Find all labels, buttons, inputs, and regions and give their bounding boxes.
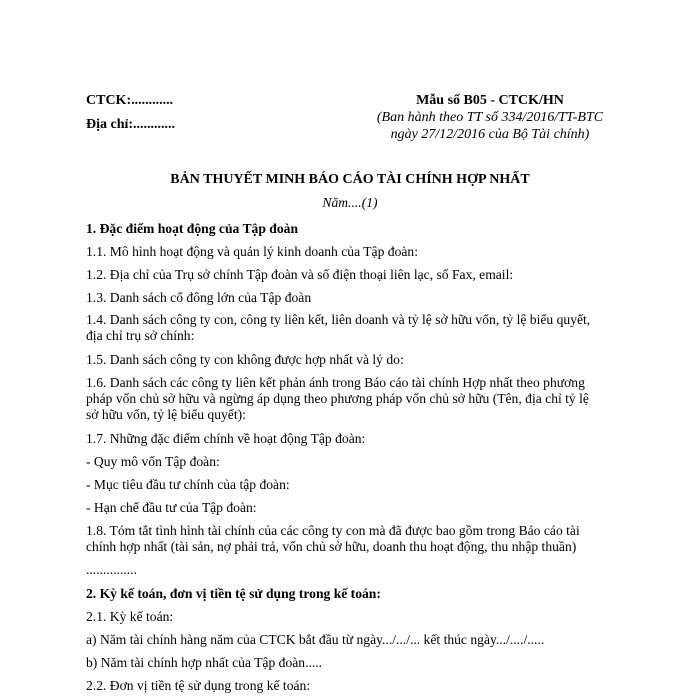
item-1-6-line-1: 1.6. Danh sách các công ty liên kết phản ánh trong Báo cáo tài chính Hợp nhất theo phương (86, 375, 585, 390)
item-1-7-a: - Quy mô vốn Tập đoàn: (86, 454, 220, 469)
item-1-1: 1.1. Mô hình hoạt động và quản lý kinh doanh của Tập đoàn: (86, 244, 418, 259)
issued-by-line-1: (Ban hành theo TT số 334/2016/TT-BTC (376, 110, 604, 125)
document-title: BẢN THUYẾT MINH BÁO CÁO TÀI CHÍNH HỢP NHẤT (170, 172, 530, 187)
item-1-4-line-1: 1.4. Danh sách công ty con, công ty liên kết, liên doanh và tỷ lệ sở hữu vốn, tỷ lệ biểu quyết, (86, 312, 591, 327)
address-label: Địa chỉ:............ (86, 117, 176, 132)
item-1-7-c: - Hạn chế đầu tư của Tập đoàn: (86, 500, 257, 515)
item-1-8-line-2: chính hợp nhất (tài sản, nợ phải trả, vốn chủ sở hữu, doanh thu hoạt động, thu nhập thuần) (86, 539, 577, 554)
item-1-6-line-3: sở hữu vốn, tỷ lệ biểu quyết): (86, 407, 246, 422)
item-1-7: 1.7. Những đặc điểm chính về hoạt động Tập đoàn: (86, 431, 366, 446)
section-2-heading: 2. Kỳ kế toán, đơn vị tiền tệ sử dụng trong kế toán: (86, 586, 381, 601)
form-code: Mẫu số B05 - CTCK/HN (416, 93, 564, 108)
item-1-5: 1.5. Danh sách công ty con không được hợp nhất và lý do: (86, 352, 404, 367)
section-1-heading: 1. Đặc điểm hoạt động của Tập đoàn (86, 221, 299, 236)
item-1-3: 1.3. Danh sách cổ đông lớn của Tập đoàn (86, 290, 312, 305)
item-2-2: 2.2. Đơn vị tiền tệ sử dụng trong kế toán: (86, 678, 311, 693)
item-2-1-a: a) Năm tài chính hàng năm của CTCK bắt đầu từ ngày.../.../... kết thúc ngày.../..../..... (86, 632, 545, 647)
company-label: CTCK:............ (86, 93, 174, 108)
item-1-7-b: - Mục tiêu đầu tư chính của tập đoàn: (86, 477, 290, 492)
item-2-1-b: b) Năm tài chính hợp nhất của Tập đoàn..... (86, 655, 323, 670)
item-1-4-line-2: địa chỉ trụ sở chính: (86, 328, 195, 343)
item-1-6-line-2: pháp vốn chủ sở hữu và ngừng áp dụng theo phương pháp vốn chủ sở hữu (Tên, địa chỉ tỷ lệ (86, 391, 589, 406)
item-2-1: 2.1. Kỳ kế toán: (86, 609, 174, 624)
issued-by-line-2: ngày 27/12/2016 của Bộ Tài chính) (390, 127, 590, 142)
item-1-8-line-1: 1.8. Tóm tắt tình hình tài chính của các công ty con mà đã được bao gồm trong Báo cáo tài (86, 523, 580, 538)
document-year: Năm....(1) (322, 195, 378, 210)
item-1-2: 1.2. Địa chỉ của Trụ sở chính Tập đoàn và số điện thoại liên lạc, số Fax, email: (86, 267, 514, 282)
dots-line: ............... (86, 562, 137, 577)
